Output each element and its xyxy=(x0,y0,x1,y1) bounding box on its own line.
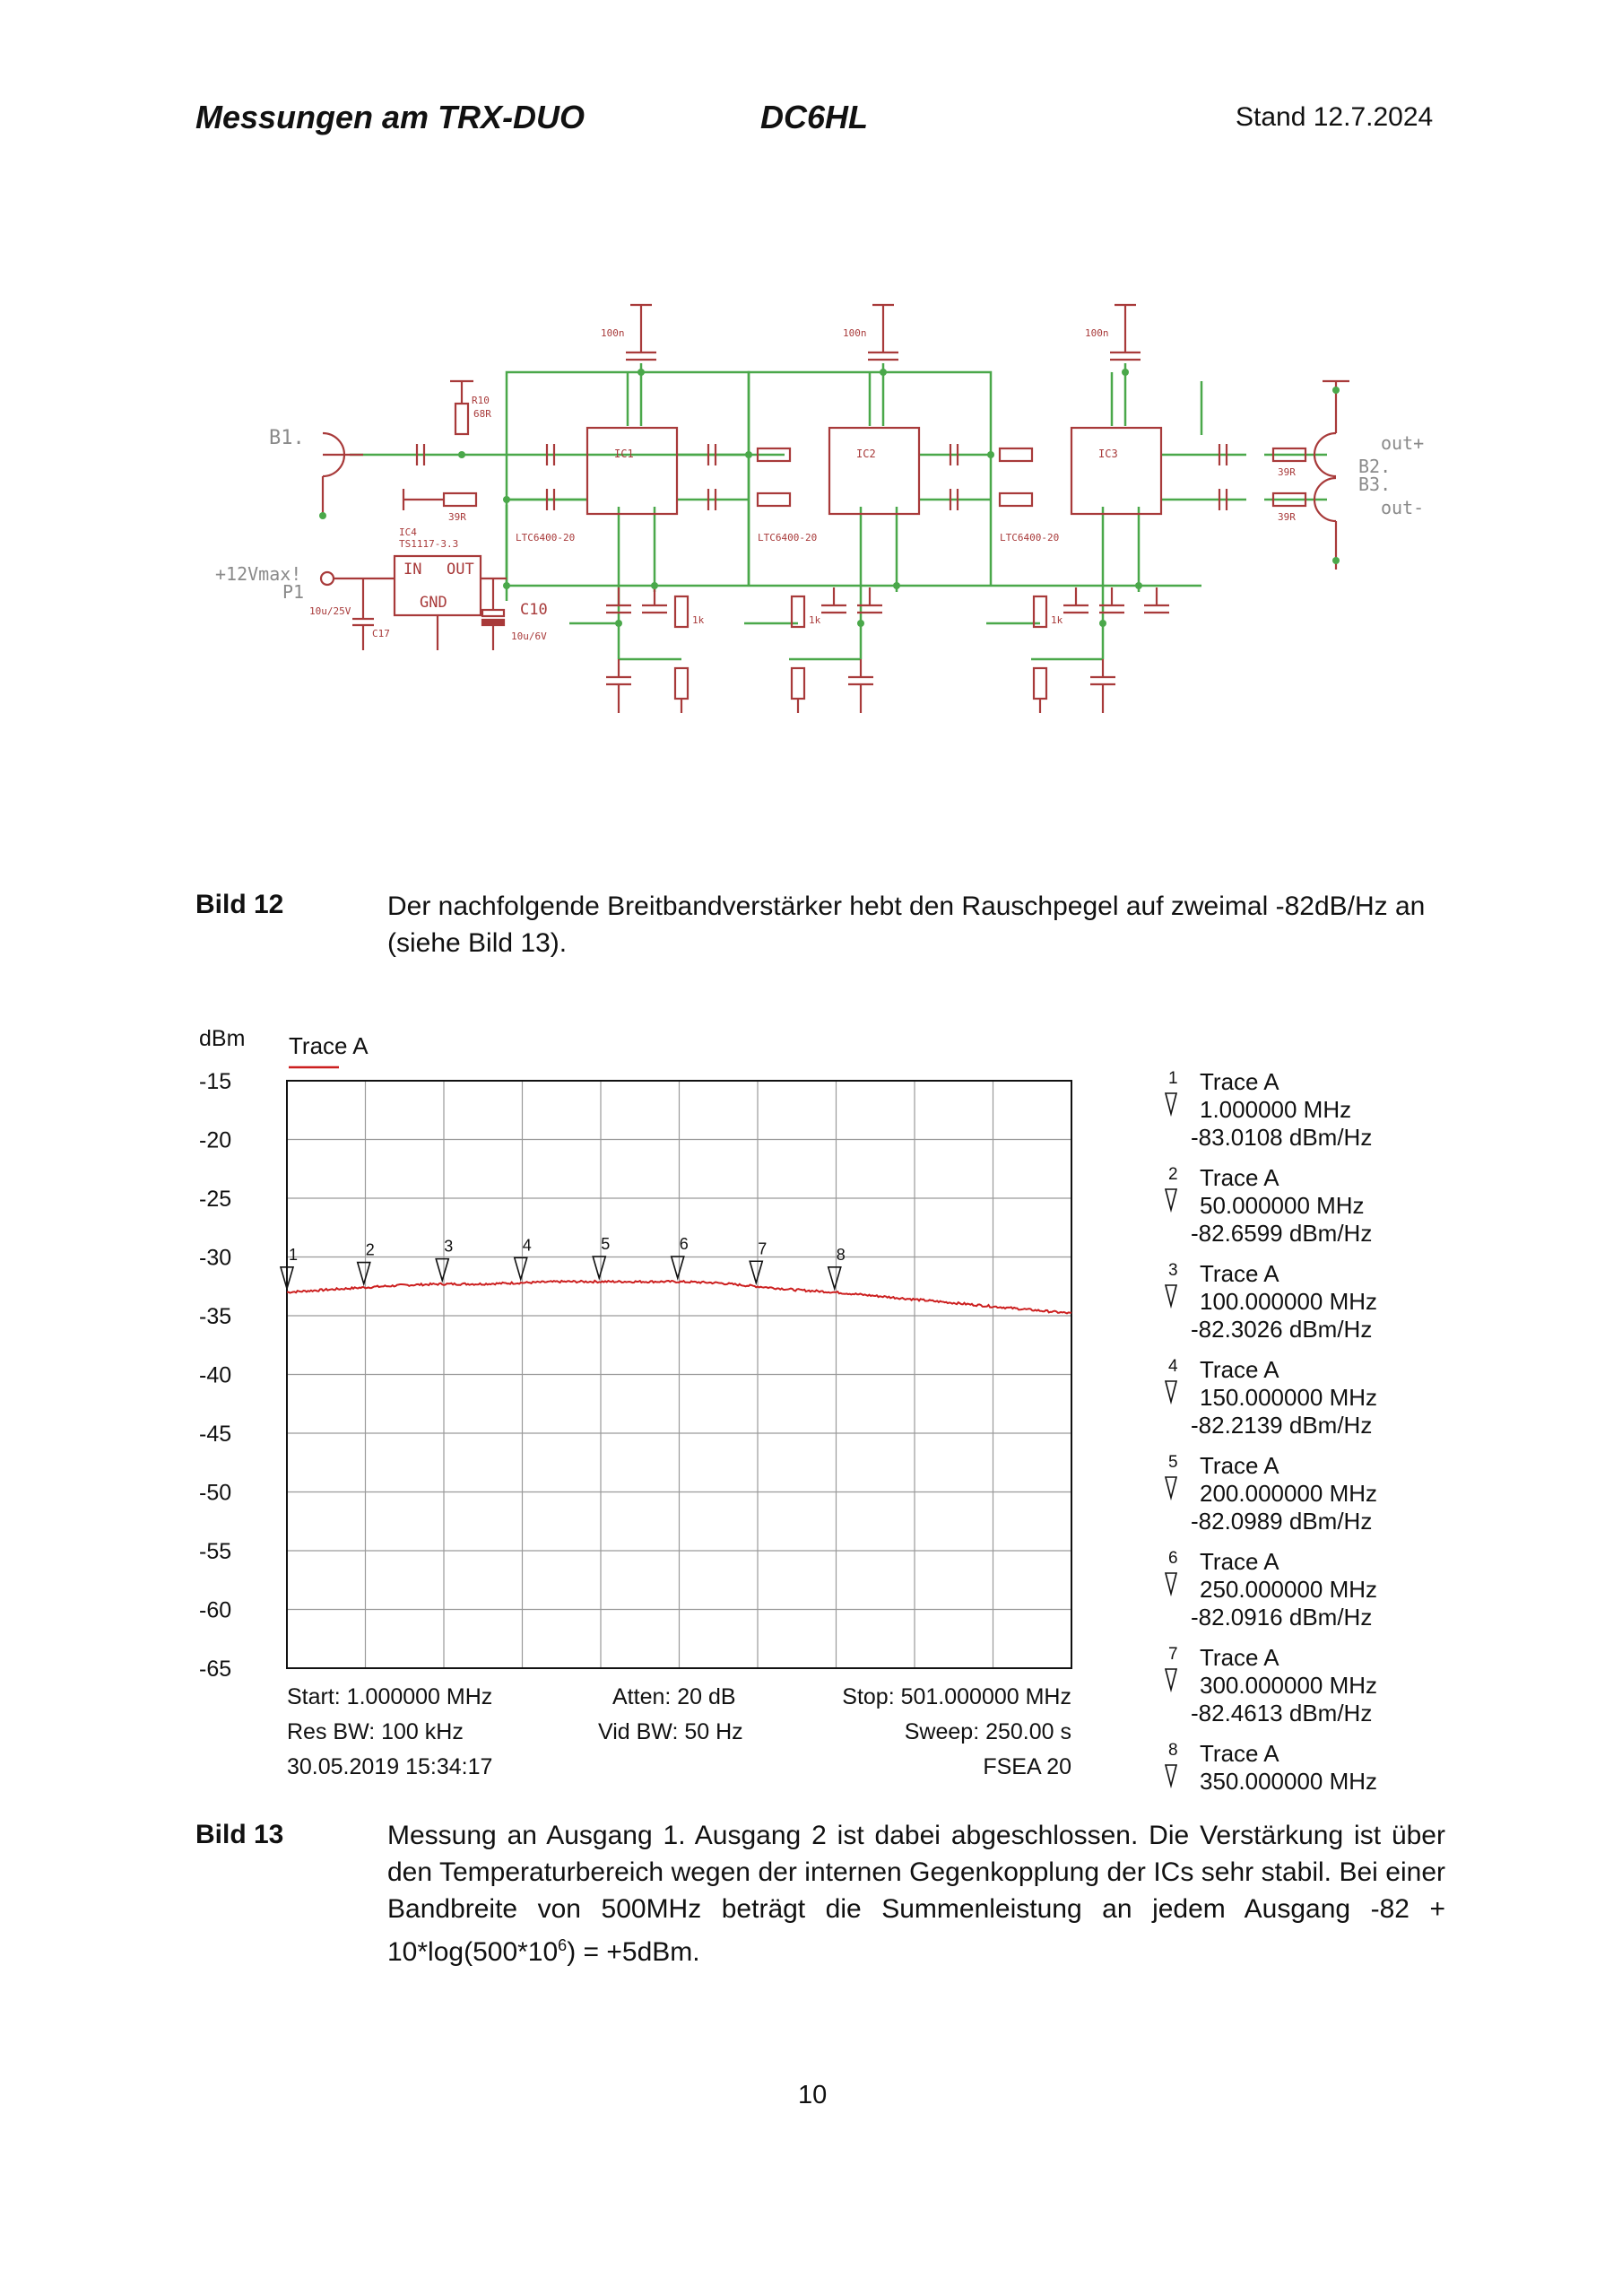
spectrum-chart xyxy=(179,1013,1470,1803)
readout-trace: Trace A xyxy=(1200,1452,1279,1479)
readout-marker-icon xyxy=(1166,1669,1176,1690)
marker-number: 3 xyxy=(444,1237,454,1256)
readout-marker-icon xyxy=(1166,1477,1176,1498)
document-title: Messungen am TRX-DUO xyxy=(195,99,585,135)
marker-number: 8 xyxy=(836,1245,846,1264)
readout-trace: Trace A xyxy=(1200,1260,1279,1287)
readout-frequency: 200.000000 MHz xyxy=(1200,1480,1378,1507)
readout-frequency: 150.000000 MHz xyxy=(1200,1384,1378,1411)
readout-number: 6 xyxy=(1168,1549,1178,1568)
res-input-value: 39R xyxy=(448,511,466,523)
readout-level: -82.2139 dBm/Hz xyxy=(1191,1412,1373,1439)
readout-trace: Trace A xyxy=(1200,1164,1279,1191)
readout-level: -82.3026 dBm/Hz xyxy=(1191,1316,1373,1343)
ic2-type-label: LTC6400-20 xyxy=(758,532,818,544)
readout-marker-icon xyxy=(1166,1189,1176,1210)
y-tick-label: -45 xyxy=(199,1422,232,1447)
output-minus-label: out- xyxy=(1381,497,1425,518)
input-connector-label: B1. xyxy=(269,427,305,449)
res-bottom-value-3: 1k xyxy=(1051,614,1063,626)
res-bottom-value-1: 1k xyxy=(692,614,705,626)
readout-number: 5 xyxy=(1168,1453,1178,1472)
regulator-out-label: OUT xyxy=(447,561,474,578)
marker-triangle xyxy=(750,1261,762,1283)
setting-vid-bw: Vid BW: 50 Hz xyxy=(598,1719,743,1744)
figure-13-caption-end: ) = +5dBm. xyxy=(567,1937,700,1967)
readout-number: 3 xyxy=(1168,1261,1178,1280)
marker-triangle xyxy=(358,1263,370,1284)
readout-trace: Trace A xyxy=(1200,1644,1279,1671)
readout-trace: Trace A xyxy=(1200,1068,1279,1095)
ic1-label: IC1 xyxy=(614,448,634,460)
readout-marker-icon xyxy=(1166,1765,1176,1786)
figure-12-caption: Der nachfolgende Breitbandverstärker hebt den Rauschpegel auf zweimal -82dB/Hz an (siehe Bild 13). xyxy=(387,891,1426,958)
y-tick-label: -35 xyxy=(199,1304,232,1329)
y-tick-label: -20 xyxy=(199,1127,232,1153)
ic1-type-label: LTC6400-20 xyxy=(516,532,576,544)
readout-number: 4 xyxy=(1168,1357,1178,1376)
cap-c17-label: C17 xyxy=(372,628,390,639)
y-tick-label: -65 xyxy=(199,1657,232,1682)
readout-level: -82.0916 dBm/Hz xyxy=(1191,1604,1373,1631)
setting-instrument: FSEA 20 xyxy=(983,1754,1071,1779)
regulator-gnd-label: GND xyxy=(420,594,447,612)
output-plus-label: out+ xyxy=(1381,432,1425,454)
cap-c17-value: 10u/25V xyxy=(309,605,351,617)
marker-number: 2 xyxy=(365,1240,375,1259)
supply-label: +12Vmax! xyxy=(215,563,302,585)
y-axis-unit: dBm xyxy=(199,1026,246,1051)
res-68-value: 68R xyxy=(473,408,491,420)
cap-top-value-2: 100n xyxy=(843,327,867,339)
readout-frequency: 250.000000 MHz xyxy=(1200,1576,1378,1603)
readout-trace: Trace A xyxy=(1200,1740,1279,1767)
y-tick-labels xyxy=(199,1069,231,1682)
readout-frequency: 50.000000 MHz xyxy=(1200,1192,1365,1219)
figure-13-caption xyxy=(387,1817,1445,1970)
marker-triangle xyxy=(672,1257,684,1278)
marker-number: 6 xyxy=(679,1235,689,1254)
readout-level: -82.0989 dBm/Hz xyxy=(1191,1508,1373,1535)
y-tick-label: -55 xyxy=(199,1539,232,1564)
cap-top-value-3: 100n xyxy=(1085,327,1109,339)
res-output-value-2: 39R xyxy=(1278,511,1296,523)
cap-top-value-1: 100n xyxy=(601,327,625,339)
figure-13-caption-exponent: 6 xyxy=(558,1936,568,1954)
readout-number: 1 xyxy=(1168,1069,1178,1088)
amplifier-schematic xyxy=(215,300,1479,749)
setting-sweep: Sweep: 250.00 s xyxy=(904,1719,1071,1744)
res-bottom-value-2: 1k xyxy=(809,614,821,626)
readout-level: -82.6599 dBm/Hz xyxy=(1191,1220,1373,1247)
res-r10-label: R10 xyxy=(472,395,490,406)
y-tick-label: -30 xyxy=(199,1245,232,1271)
output-connector-label-2: B3. xyxy=(1358,474,1392,495)
regulator-name-label: IC4 xyxy=(399,526,417,538)
regulator-in-label: IN xyxy=(403,561,422,578)
y-tick-label: -50 xyxy=(199,1480,232,1506)
supply-pin-label: P1 xyxy=(282,581,305,603)
ic2-label: IC2 xyxy=(856,448,876,460)
legend-label: Trace A xyxy=(289,1032,369,1059)
setting-stop: Stop: 501.000000 MHz xyxy=(842,1684,1071,1709)
readout-number: 8 xyxy=(1168,1741,1178,1760)
readout-marker-icon xyxy=(1166,1381,1176,1402)
cap-c10-value: 10u/6V xyxy=(511,631,547,642)
output-connector-label-1: B2. xyxy=(1358,456,1392,477)
readout-marker-icon xyxy=(1166,1093,1176,1114)
y-tick-label: -60 xyxy=(199,1597,232,1623)
readout-frequency: 350.000000 MHz xyxy=(1200,1768,1378,1795)
readout-trace: Trace A xyxy=(1200,1548,1279,1575)
readout-trace: Trace A xyxy=(1200,1356,1279,1383)
document-date: Stand 12.7.2024 xyxy=(1236,102,1434,132)
marker-triangle xyxy=(828,1267,841,1289)
y-tick-label: -15 xyxy=(199,1069,232,1094)
setting-atten: Atten: 20 dB xyxy=(612,1684,736,1709)
readout-level: -83.0108 dBm/Hz xyxy=(1191,1124,1373,1151)
setting-start: Start: 1.000000 MHz xyxy=(287,1684,493,1709)
author-callsign: DC6HL xyxy=(760,99,869,135)
cap-c10-label: C10 xyxy=(520,601,548,619)
schematic-red-parts xyxy=(321,305,1349,713)
ic3-type-label: LTC6400-20 xyxy=(1000,532,1060,544)
page-number: 10 xyxy=(798,2081,828,2109)
readout-marker-icon xyxy=(1166,1285,1176,1306)
marker-number: 7 xyxy=(758,1239,768,1258)
y-tick-label: -25 xyxy=(199,1187,232,1212)
ic3-label: IC3 xyxy=(1098,448,1118,460)
readout-frequency: 1.000000 MHz xyxy=(1200,1096,1352,1123)
readout-number: 7 xyxy=(1168,1645,1178,1664)
readout-level: -82.4613 dBm/Hz xyxy=(1191,1700,1373,1726)
res-output-value-1: 39R xyxy=(1278,466,1296,478)
marker-number: 1 xyxy=(289,1245,299,1264)
marker-triangle xyxy=(436,1259,448,1281)
setting-res-bw: Res BW: 100 kHz xyxy=(287,1719,464,1744)
figure-13-caption-text: Messung an Ausgang 1. Ausgang 2 ist dabei abgeschlossen. Die Verstärkung ist über den Temperaturbereich wegen der internen Gegenkopplung der ICs sehr stabil. Bei einer Bandbreite von 500MHz beträgt die Summenleistung an jedem Ausgang -82 + 10*log(500*10 xyxy=(387,1821,1445,1967)
marker-triangle xyxy=(515,1257,527,1279)
setting-timestamp: 30.05.2019 15:34:17 xyxy=(287,1754,493,1779)
marker-triangle xyxy=(593,1257,605,1278)
marker-readouts xyxy=(1166,1068,1377,1795)
regulator-type-label: TS1117-3.3 xyxy=(399,538,459,550)
readout-marker-icon xyxy=(1166,1573,1176,1594)
y-tick-label: -40 xyxy=(199,1362,232,1388)
readout-frequency: 300.000000 MHz xyxy=(1200,1672,1378,1699)
figure-12-label: Bild 12 xyxy=(195,890,284,919)
readout-number: 2 xyxy=(1168,1165,1178,1184)
chart-grid xyxy=(287,1081,1071,1668)
readout-frequency: 100.000000 MHz xyxy=(1200,1288,1378,1315)
schematic-green-wires xyxy=(350,363,1327,659)
figure-13-label: Bild 13 xyxy=(195,1820,284,1849)
marker-number: 5 xyxy=(601,1235,611,1254)
marker-number: 4 xyxy=(522,1236,532,1255)
